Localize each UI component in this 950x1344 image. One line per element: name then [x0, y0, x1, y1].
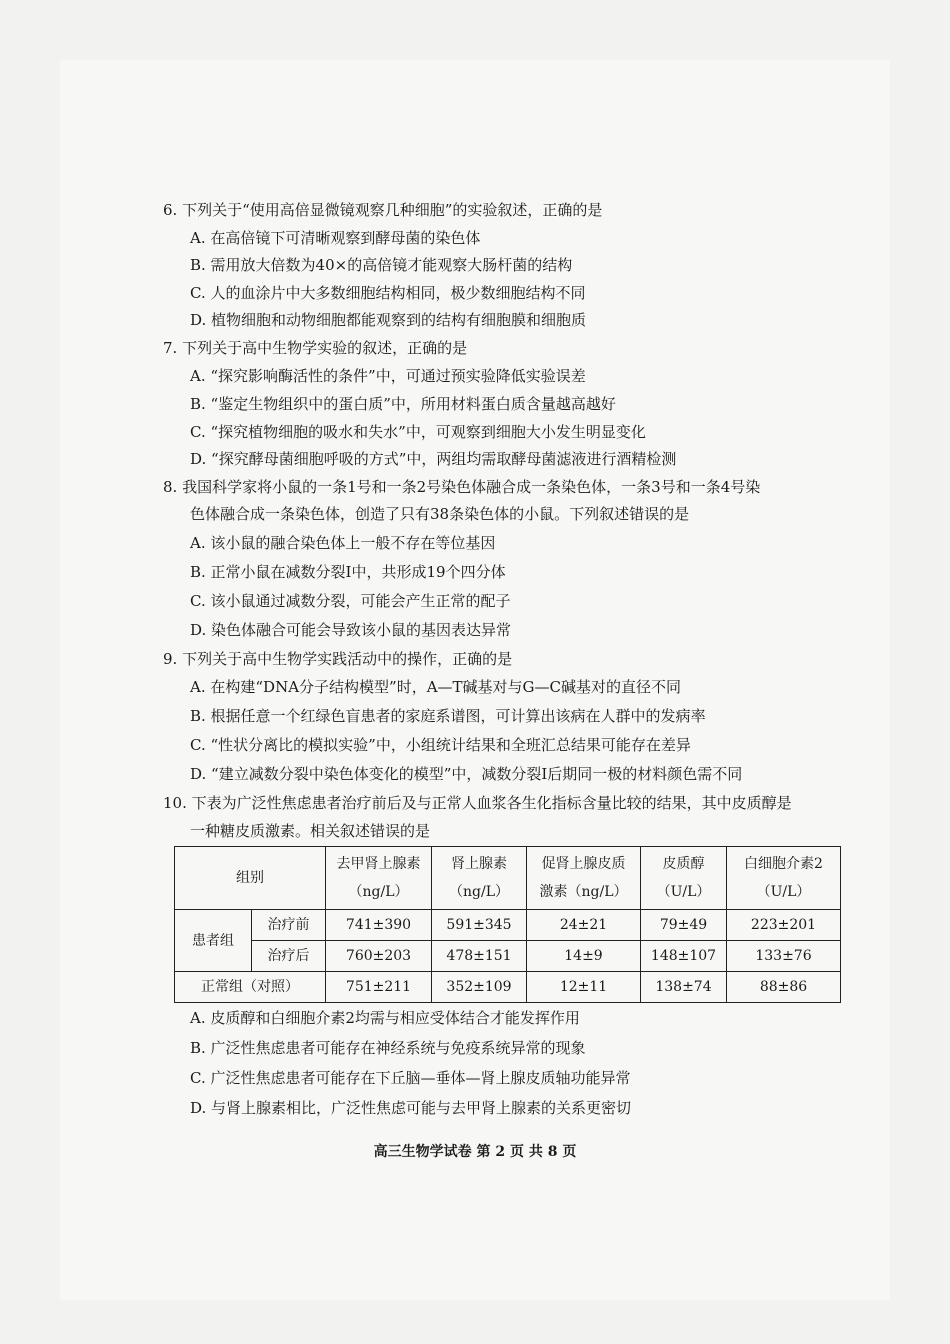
- question-8-stem-line-2: 色体融合成一条染色体，创造了只有38条染色体的小鼠。下列叙述错误的是: [190, 505, 690, 523]
- question-6-option-d: D. 植物细胞和动物细胞都能观察到的结构有细胞膜和细胞质: [190, 311, 587, 329]
- question-6-option-c: C. 人的血涂片中大多数细胞结构相同，极少数细胞结构不同: [190, 284, 586, 302]
- table-cell: 591±345: [432, 910, 527, 941]
- table-cell: 478±151: [432, 941, 527, 972]
- question-7-option-a: A. “探究影响酶活性的条件”中，可通过预实验降低实验误差: [190, 367, 586, 385]
- question-10-option-d: D. 与肾上腺素相比，广泛性焦虑可能与去甲肾上腺素的关系更密切: [190, 1099, 632, 1117]
- question-10-stem-line-1: 10. 下表为广泛性焦虑患者治疗前后及与正常人血浆各生化指标含量比较的结果，其中皮质醇是: [163, 794, 792, 812]
- table-cell: 14±9: [527, 941, 641, 972]
- table-cell: 88±86: [727, 972, 841, 1003]
- table-row: [175, 910, 841, 941]
- question-9-stem: 9. 下列关于高中生物学实践活动中的操作，正确的是: [163, 650, 513, 668]
- table-header-cell: 去甲肾上腺素 （ng/L）: [326, 847, 432, 910]
- question-8-stem-line-1: 8. 我国科学家将小鼠的一条1号和一条2号染色体融合成一条染色体，一条3号和一条4号染: [163, 478, 761, 496]
- table-cell: 79±49: [641, 910, 727, 941]
- table-row-label: 治疗前: [252, 910, 326, 941]
- table-cell: 138±74: [641, 972, 727, 1003]
- question-8-option-a: A. 该小鼠的融合染色体上一般不存在等位基因: [190, 534, 496, 552]
- table-cell: 741±390: [326, 910, 432, 941]
- question-9-option-d: D. “建立减数分裂中染色体变化的模型”中，减数分裂Ⅰ后期同一极的材料颜色需不同: [190, 765, 743, 783]
- table-header-group: 组别: [175, 847, 326, 910]
- question-10-option-b: B. 广泛性焦虑患者可能存在神经系统与免疫系统异常的现象: [190, 1039, 586, 1057]
- table-row: [175, 941, 841, 972]
- question-9-option-c: C. “性状分离比的模拟实验”中，小组统计结果和全班汇总结果可能存在差异: [190, 736, 691, 754]
- question-7-stem: 7. 下列关于高中生物学实验的叙述，正确的是: [163, 339, 468, 357]
- question-7-option-c: C. “探究植物细胞的吸水和失水”中，可观察到细胞大小发生明显变化: [190, 423, 646, 441]
- table-cell: 133±76: [727, 941, 841, 972]
- question-8-option-b: B. 正常小鼠在减数分裂Ⅰ中，共形成19个四分体: [190, 563, 506, 581]
- table-header-cell: 皮质醇 （U/L）: [641, 847, 727, 910]
- table-cell: 12±11: [527, 972, 641, 1003]
- page-footer: 高三生物学试卷 第 2 页 共 8 页: [373, 1144, 577, 1160]
- table-header-cell: 肾上腺素 （ng/L）: [432, 847, 527, 910]
- table-cell: 223±201: [727, 910, 841, 941]
- question-9-option-b: B. 根据任意一个红绿色盲患者的家庭系谱图，可计算出该病在人群中的发病率: [190, 707, 706, 725]
- question-8-option-c: C. 该小鼠通过减数分裂，可能会产生正常的配子: [190, 592, 511, 610]
- question-7-option-b: B. “鉴定生物组织中的蛋白质”中，所用材料蛋白质含量越高越好: [190, 395, 616, 413]
- table-row-label: 正常组（对照）: [175, 972, 326, 1003]
- question-10-option-a: A. 皮质醇和白细胞介素2均需与相应受体结合才能发挥作用: [190, 1009, 580, 1027]
- question-8-option-d: D. 染色体融合可能会导致该小鼠的基因表达异常: [190, 621, 512, 639]
- table-row: [175, 972, 841, 1003]
- question-6-option-a: A. 在高倍镜下可清晰观察到酵母菌的染色体: [190, 229, 481, 247]
- question-6-option-b: B. 需用放大倍数为40×的高倍镜才能观察大肠杆菌的结构: [190, 256, 573, 274]
- table-cell: 751±211: [326, 972, 432, 1003]
- question-6-stem: 6. 下列关于“使用高倍显微镜观察几种细胞”的实验叙述，正确的是: [163, 201, 603, 219]
- table-row-group-label: 患者组: [175, 910, 252, 972]
- table-cell: 24±21: [527, 910, 641, 941]
- table-header-cell: 白细胞介素2 （U/L）: [727, 847, 841, 910]
- question-10-stem-line-2: 一种糖皮质激素。相关叙述错误的是: [190, 822, 431, 840]
- biochem-table: [174, 846, 841, 1003]
- question-10-option-c: C. 广泛性焦虑患者可能存在下丘脑—垂体—肾上腺皮质轴功能异常: [190, 1069, 631, 1087]
- question-9-option-a: A. 在构建“DNA分子结构模型”时，A—T碱基对与G—C碱基对的直径不同: [190, 678, 681, 696]
- table-cell: 148±107: [641, 941, 727, 972]
- question-7-option-d: D. “探究酵母菌细胞呼吸的方式”中，两组均需取酵母菌滤液进行酒精检测: [190, 450, 677, 468]
- table-cell: 760±203: [326, 941, 432, 972]
- table-header-row: [175, 847, 841, 910]
- table-cell: 352±109: [432, 972, 527, 1003]
- table-row-label: 治疗后: [252, 941, 326, 972]
- table-header-cell: 促肾上腺皮质 激素（ng/L）: [527, 847, 641, 910]
